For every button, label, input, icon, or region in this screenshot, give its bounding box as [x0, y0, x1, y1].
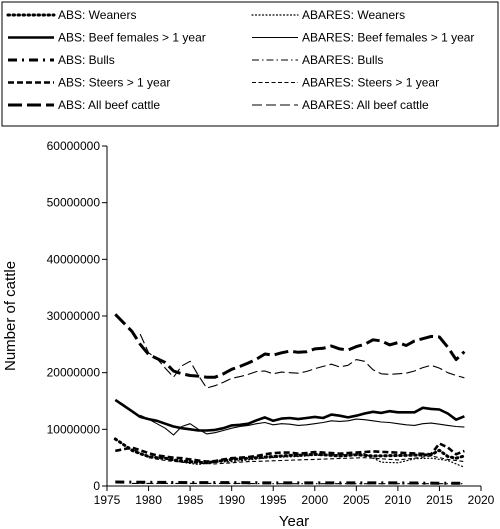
x-tick-label: 1995: [259, 493, 287, 507]
x-axis-title: Year: [278, 513, 310, 529]
series-line-0: [115, 439, 464, 463]
legend: [2, 2, 498, 126]
y-tick-label: 30000000: [46, 309, 100, 323]
legend-label-9: ABARES: All beef cattle: [302, 98, 429, 112]
x-tick-label: 2020: [467, 493, 495, 507]
x-tick-label: 2005: [342, 493, 370, 507]
series-line-9: [140, 334, 464, 388]
legend-label-2: ABS: Beef females > 1 year: [58, 30, 206, 45]
x-tick-label: 1980: [135, 493, 162, 507]
y-tick-label: 60000000: [46, 139, 100, 153]
series-line-8: [115, 314, 464, 377]
plot-area: [47, 139, 495, 507]
y-axis-title: Number of cattle: [2, 260, 19, 372]
y-tick-label: 10000000: [46, 422, 100, 437]
y-tick-label: 50000000: [46, 195, 100, 210]
legend-label-0: ABS: Weaners: [58, 8, 137, 22]
legend-label-8: ABS: All beef cattle: [58, 98, 161, 112]
legend-label-3: ABARES: Beef females > 1 year: [302, 30, 475, 45]
legend-label-1: ABARES: Weaners: [302, 8, 406, 22]
x-tick-label: 1985: [176, 493, 204, 507]
legend-label-6: ABS: Steers > 1 year: [58, 75, 171, 90]
legend-label-7: ABARES: Steers > 1 year: [302, 75, 440, 90]
x-tick-label: 2010: [384, 493, 412, 507]
legend-label-5: ABARES: Bulls: [302, 53, 384, 67]
y-tick-label: 40000000: [46, 252, 100, 267]
y-tick-label: 0: [93, 479, 100, 493]
x-tick-label: 1990: [218, 493, 246, 507]
x-tick-label: 1975: [93, 493, 121, 507]
series-line-2: [115, 400, 464, 431]
x-tick-label: 2015: [426, 493, 453, 507]
legend-label-4: ABS: Bulls: [58, 53, 115, 67]
x-tick-label: 2000: [301, 493, 329, 507]
y-tick-label: 20000000: [46, 365, 100, 380]
